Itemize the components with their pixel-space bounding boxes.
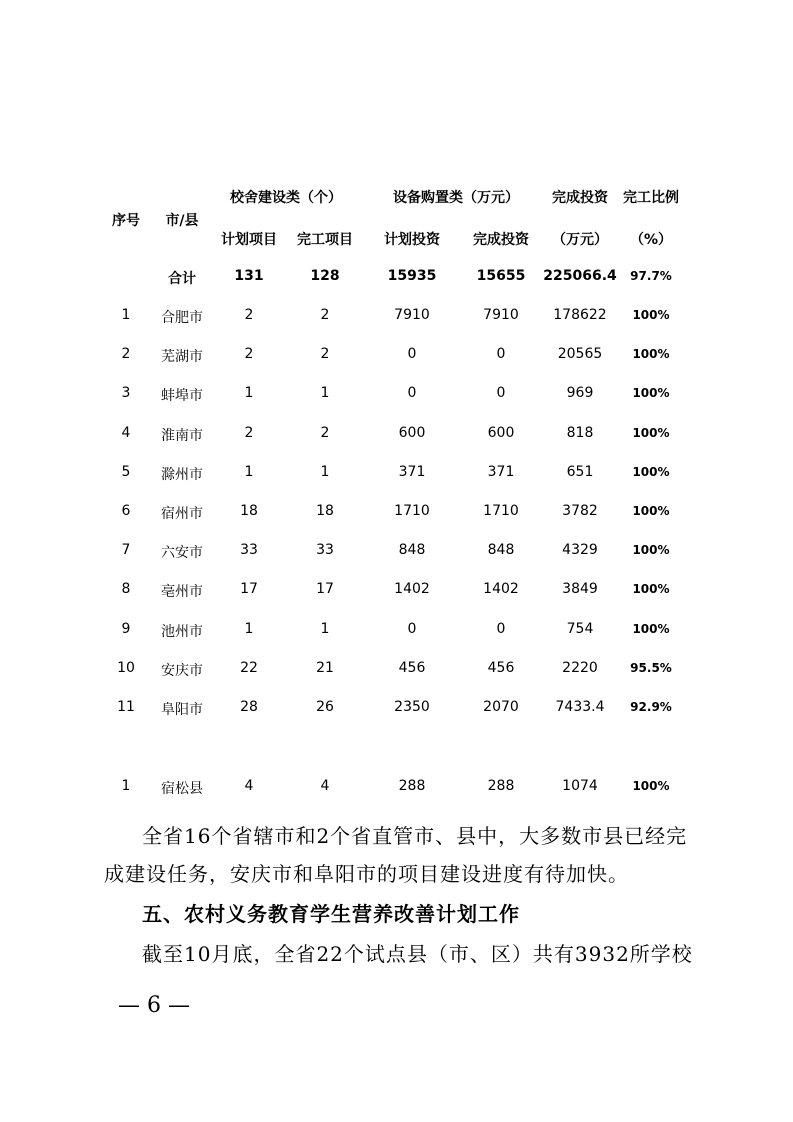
cell-ratio: 100% — [632, 504, 670, 518]
header-planned-projects: 计划项目 — [221, 232, 277, 248]
cell-planned: 1 — [244, 620, 254, 637]
page-number: — 6 — — [118, 993, 190, 1018]
cell-ratio: 100% — [632, 779, 670, 793]
cell-completed: 26 — [316, 699, 334, 715]
cell-seq: 8 — [121, 581, 131, 598]
cell-planned-inv: 1402 — [394, 581, 430, 598]
header-equip-group: 设备购置类（万元） — [393, 190, 519, 206]
cell-seq: 2 — [121, 346, 131, 363]
cell-completed-inv: 2070 — [483, 699, 519, 715]
cell-planned-inv: 371 — [398, 463, 426, 480]
cell-completed-inv: 600 — [487, 424, 515, 441]
cell-completed-inv: 848 — [487, 542, 515, 559]
cell-completed: 1 — [320, 620, 330, 637]
cell-completed-inv: 7910 — [483, 307, 519, 323]
cell-city: 安庆市 — [161, 662, 203, 679]
cell-completed: 1 — [320, 463, 330, 480]
section-heading: 五、农村义务教育学生营养改善计划工作 — [142, 902, 520, 926]
header-completed-investment: 完成投资 — [473, 232, 529, 248]
cell-completed-inv: 288 — [487, 778, 515, 794]
cell-completed-inv: 0 — [496, 620, 506, 637]
cell-city: 六安市 — [161, 545, 203, 562]
cell-ratio: 92.9% — [630, 700, 672, 714]
header-seq: 序号 — [112, 213, 140, 229]
cell-ratio: 100% — [632, 582, 670, 597]
cell-planned: 4 — [244, 778, 254, 794]
header-ratio-unit: （%） — [629, 232, 673, 248]
cell-city: 滁州市 — [161, 466, 203, 483]
cell-planned-inv: 7910 — [394, 307, 430, 323]
cell-planned-inv: 0 — [407, 385, 417, 402]
cell-planned-inv: 2350 — [394, 699, 430, 715]
cell-ratio: 97.7% — [630, 269, 672, 283]
cell-city: 宿松县 — [161, 781, 203, 797]
cell-city: 淮南市 — [161, 427, 203, 444]
cell-seq: 1 — [121, 307, 131, 323]
cell-investment: 178622 — [553, 307, 607, 323]
cell-seq: 9 — [121, 620, 131, 637]
cell-completed: 4 — [320, 778, 330, 794]
cell-planned-inv: 288 — [398, 778, 426, 794]
cell-completed: 21 — [316, 659, 334, 676]
cell-seq: 3 — [121, 385, 131, 402]
cell-planned: 33 — [240, 542, 258, 559]
cell-planned-inv: 1710 — [394, 503, 430, 519]
cell-ratio: 100% — [632, 621, 670, 636]
cell-planned: 17 — [240, 581, 258, 598]
cell-investment: 818 — [566, 424, 594, 441]
cell-completed-inv: 0 — [496, 385, 506, 402]
cell-ratio: 100% — [632, 347, 670, 362]
paragraph-line: 截至10月底，全省22个试点县（市、区）共有3932所学校 — [142, 942, 693, 966]
cell-city: 池州市 — [161, 623, 203, 640]
cell-ratio: 100% — [632, 308, 670, 322]
cell-completed: 17 — [316, 581, 334, 598]
cell-ratio: 100% — [632, 464, 670, 479]
paragraph-line: 成建设任务，安庆市和阜阳市的项目建设进度有待加快。 — [104, 862, 629, 886]
header-completed-projects: 完工项目 — [297, 232, 353, 248]
header-city: 市/县 — [165, 213, 199, 229]
header-school-group: 校舍建设类（个） — [230, 190, 342, 206]
cell-investment: 3849 — [562, 581, 598, 598]
cell-completed-inv: 0 — [496, 346, 506, 363]
cell-planned-inv: 0 — [407, 346, 417, 363]
cell-completed: 2 — [320, 346, 330, 363]
cell-planned: 1 — [244, 385, 254, 402]
cell-planned-inv: 15935 — [387, 268, 437, 284]
cell-seq: 11 — [117, 699, 135, 715]
header-investment: 完成投资 — [552, 190, 608, 206]
cell-completed: 128 — [310, 268, 340, 284]
cell-investment: 3782 — [562, 503, 598, 519]
cell-seq: 7 — [121, 542, 131, 559]
cell-completed: 33 — [316, 542, 334, 559]
cell-ratio: 100% — [632, 425, 670, 440]
cell-completed-inv: 1710 — [483, 503, 519, 519]
cell-completed: 18 — [316, 503, 334, 519]
cell-seq: 5 — [121, 463, 131, 480]
cell-investment: 2220 — [562, 659, 598, 676]
cell-investment: 225066.4 — [543, 268, 617, 284]
header-investment-unit: （万元） — [552, 232, 608, 248]
cell-planned-inv: 600 — [398, 424, 426, 441]
cell-ratio: 100% — [632, 543, 670, 558]
cell-completed: 2 — [320, 424, 330, 441]
cell-planned: 22 — [240, 659, 258, 676]
cell-city: 合肥市 — [161, 310, 203, 326]
cell-completed-inv: 456 — [487, 659, 515, 676]
cell-seq: 10 — [117, 659, 135, 676]
cell-planned: 2 — [244, 424, 254, 441]
cell-investment: 651 — [566, 463, 594, 480]
cell-ratio: 100% — [632, 386, 670, 401]
cell-seq: 6 — [121, 503, 131, 519]
cell-completed-inv: 371 — [487, 463, 515, 480]
cell-investment: 1074 — [562, 778, 598, 794]
cell-city: 宿州市 — [161, 506, 203, 522]
cell-completed: 1 — [320, 385, 330, 402]
cell-planned: 1 — [244, 463, 254, 480]
cell-investment: 4329 — [562, 542, 598, 559]
cell-investment: 969 — [566, 385, 594, 402]
cell-completed: 2 — [320, 307, 330, 323]
cell-city: 亳州市 — [161, 584, 203, 601]
cell-seq: 1 — [121, 778, 131, 794]
cell-planned-inv: 848 — [398, 542, 426, 559]
cell-city: 芜湖市 — [161, 349, 203, 366]
cell-city: 阜阳市 — [161, 702, 203, 718]
cell-city: 蚌埠市 — [161, 388, 203, 405]
cell-completed-inv: 15655 — [476, 268, 526, 284]
cell-planned-inv: 456 — [398, 659, 426, 676]
cell-investment: 20565 — [557, 346, 603, 363]
cell-planned: 2 — [244, 346, 254, 363]
paragraph-line: 全省16个省辖市和2个省直管市、县中，大多数市县已经完 — [142, 824, 688, 848]
cell-planned: 18 — [240, 503, 258, 519]
header-planned-investment: 计划投资 — [384, 232, 440, 248]
cell-investment: 7433.4 — [555, 699, 605, 715]
cell-planned: 28 — [240, 699, 258, 715]
header-ratio: 完工比例 — [623, 190, 679, 206]
total-label: 合计 — [168, 271, 196, 287]
cell-ratio: 95.5% — [630, 660, 672, 675]
cell-planned-inv: 0 — [407, 620, 417, 637]
cell-planned: 2 — [244, 307, 254, 323]
cell-completed-inv: 1402 — [483, 581, 519, 598]
cell-planned: 131 — [234, 268, 264, 284]
cell-investment: 754 — [566, 620, 594, 637]
cell-seq: 4 — [121, 424, 131, 441]
